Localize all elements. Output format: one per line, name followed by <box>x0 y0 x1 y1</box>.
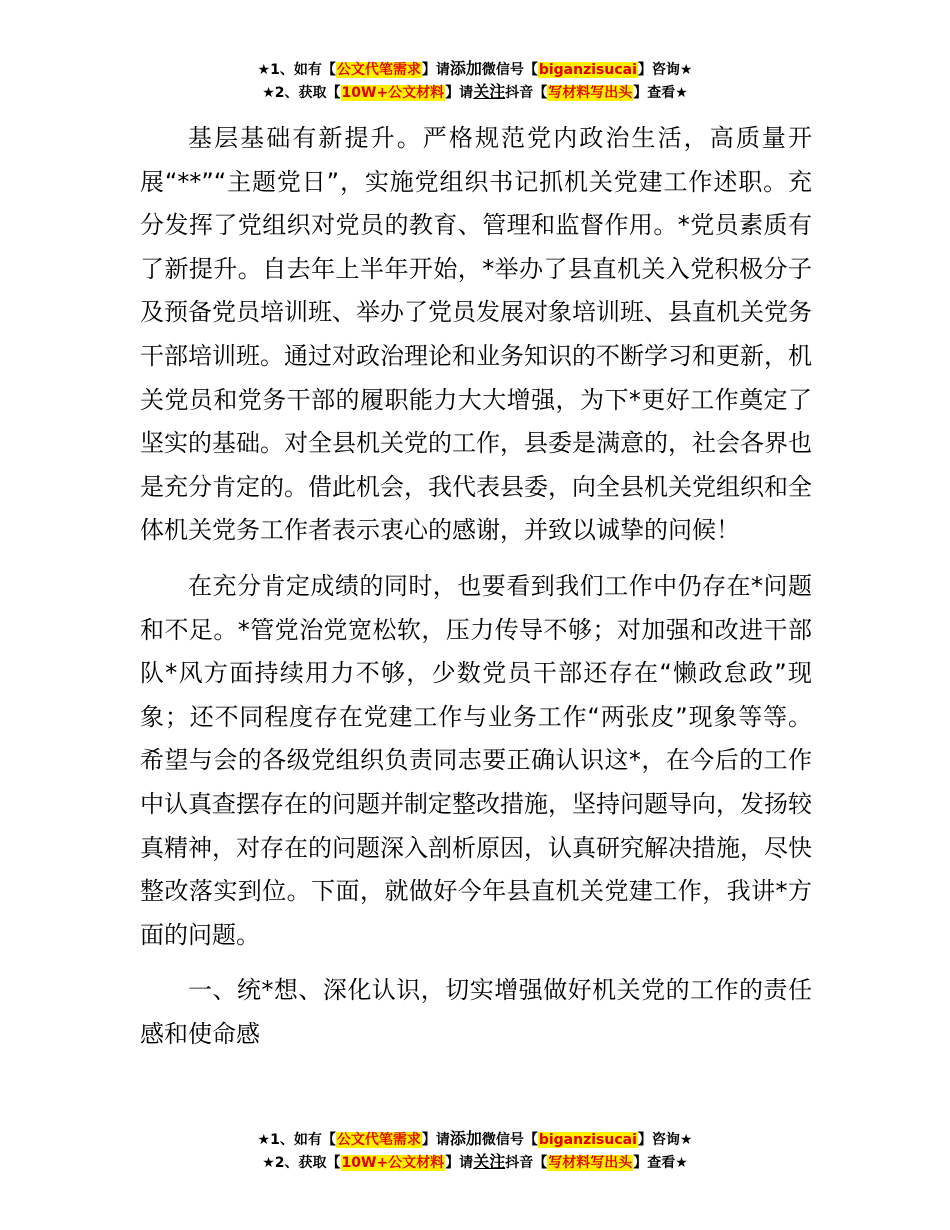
wechat-id: biganzisucai <box>538 62 637 78</box>
paragraph-2: 在充分肯定成绩的同时，也要看到我们工作中仍存在*问题和不足。*管党治党宽松软，压力传导不够；对加强和改进干部队*风方面持续用力不够，少数党员干部还存在“懒政怠政”现象；还不同程度存在党建工作与业务工作“两张皮”现象等等。希望与会的各级党组织负责同志要正确认识这*，在今后的工作中认真查摆存在的问题并制定整改措施，坚持问题导向，发扬较真精神，对存在的问题深入剖析原因，认真研究解决措施，尽快整改落实到位。下面，就做好今年县直机关党建工作，我讲*方面的问题。 <box>140 571 812 949</box>
paragraph-1: 基层基础有新提升。严格规范党内政治生活，高质量开展“**”“主题党日”，实施党组织书记抓机关党建工作述职。充分发挥了党组织对党员的教育、管理和监督作用。*党员素质有了新提升。自去年上半年开始，*举办了县直机关入党积极分子及预备党员培训班、举办了党员发展对象培训班、县直机关党务干部培训班。通过对政治理论和业务知识的不断学习和更新，机关党员和党务干部的履职能力大大增强，为下*更好工作奠定了坚实的基础。对全县机关党的工作，县委是满意的，社会各界也是充分肯定的。借此机会，我代表县委，向全县机关党组织和全体机关党务工作者表示衷心的感谢，并致以诚挚的问候！ <box>140 124 812 545</box>
section-heading-1: 一、统*想、深化认识，切实增强做好机关党的工作的责任感和使命感 <box>140 976 812 1048</box>
highlight-text: 10W+公文材料 <box>341 1155 445 1171</box>
highlight-text: 公文代笔需求 <box>336 1132 421 1148</box>
banner-line-1: ★1、如有【公文代笔需求】请添加微信号【biganzisucai】咨询★ <box>257 59 693 78</box>
highlight-text: 10W+公文材料 <box>341 85 445 101</box>
douyin-id: 写材料写出头 <box>548 1155 633 1171</box>
header-banner <box>0 58 950 104</box>
document-body <box>140 117 812 1068</box>
footer-banner <box>0 1128 950 1174</box>
douyin-id: 写材料写出头 <box>548 85 633 101</box>
banner-line-2: ★2、获取【10W+公文材料】请关注抖音【写材料写出头】查看★ <box>262 82 688 101</box>
highlight-text: 公文代笔需求 <box>336 62 421 78</box>
banner-line-1: ★1、如有【公文代笔需求】请添加微信号【biganzisucai】咨询★ <box>257 1129 693 1148</box>
banner-line-2: ★2、获取【10W+公文材料】请关注抖音【写材料写出头】查看★ <box>262 1152 688 1171</box>
wechat-id: biganzisucai <box>538 1132 637 1148</box>
